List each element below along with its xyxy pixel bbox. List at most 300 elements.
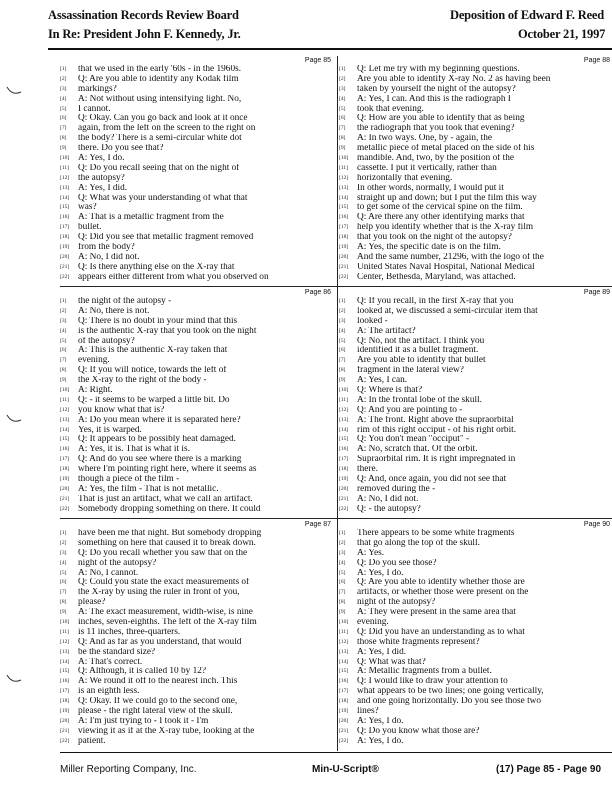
line-number: [5]: [339, 569, 346, 576]
line-number: [20]: [339, 253, 349, 260]
line-number: [3]: [339, 549, 346, 556]
line-number: [17]: [339, 224, 349, 231]
transcript-line: [60, 95, 335, 105]
line-text: evening.: [357, 618, 389, 628]
transcript-line: [339, 337, 612, 347]
line-text: A: I'm just trying to - I took it - I'm: [78, 716, 209, 726]
transcript-line: [339, 307, 612, 317]
line-number: [7]: [60, 357, 67, 364]
transcript-line: [339, 366, 612, 376]
reporting-company: Miller Reporting Company, Inc.: [60, 764, 197, 775]
line-number: [22]: [339, 505, 349, 512]
line-number: [13]: [339, 416, 349, 423]
line-number: [2]: [60, 539, 67, 546]
line-text: A: Yes, the film - That is not metallic.: [78, 484, 219, 494]
transcript-line: [60, 134, 335, 144]
line-number: [15]: [339, 204, 349, 211]
line-number: [10]: [60, 387, 70, 394]
transcript-line: [339, 727, 612, 737]
transcript-line: [339, 386, 612, 396]
transcript-line: [60, 65, 335, 75]
line-number: [18]: [339, 466, 349, 473]
line-number: [15]: [339, 668, 349, 675]
transcript-line: [339, 677, 612, 687]
line-number: [14]: [339, 194, 349, 201]
line-text: bullet.: [78, 223, 102, 233]
line-text: Q: And you are pointing to -: [357, 405, 463, 415]
transcript-line: [60, 455, 335, 465]
deposition-date: October 21, 1997: [518, 27, 606, 41]
line-text: A: Yes, I did.: [357, 647, 407, 657]
line-text: A: The exact measurement, width-wise, is nine: [78, 608, 253, 618]
line-text: Q: Is there anything else on the X-ray that: [78, 262, 235, 272]
line-text: Q: What was that?: [357, 657, 426, 667]
transcript-line: [60, 223, 335, 233]
line-text: Q: Okay. Can you go back and look at it once: [78, 114, 248, 124]
line-text: A: Yes.: [357, 548, 385, 558]
line-text: appears either different from what you observed on: [78, 272, 269, 282]
transcript-line: [60, 628, 335, 638]
line-number: [19]: [60, 476, 70, 483]
transcript-line: [60, 396, 335, 406]
line-number: [16]: [60, 214, 70, 221]
transcript-line: [339, 346, 612, 356]
transcript-line: [339, 485, 612, 495]
line-text: from the body?: [78, 243, 135, 253]
transcript-line: [60, 435, 335, 445]
line-text: Q: Are there any other identifying marks that: [357, 213, 525, 223]
transcript-line: [339, 737, 612, 747]
page-label: Page 86: [304, 289, 331, 296]
line-number: [17]: [339, 688, 349, 695]
line-text: A: No, I did not.: [78, 252, 140, 262]
line-number: [21]: [60, 495, 70, 502]
line-text: I cannot.: [78, 104, 111, 114]
line-number: [2]: [60, 307, 67, 314]
line-text: looked at, we discussed a semi-circular item that: [357, 306, 538, 316]
line-text: A: Yes, I did.: [78, 183, 128, 193]
line-text: fragment in the lateral view?: [357, 366, 464, 376]
transcript-line: [60, 559, 335, 569]
line-number: [5]: [60, 569, 67, 576]
transcript-line: [60, 366, 335, 376]
transcript-line: [60, 184, 335, 194]
transcript-line: [339, 317, 612, 327]
line-text: Are you able to identify that bullet: [357, 356, 486, 366]
transcript-line: [339, 297, 612, 307]
line-number: [2]: [339, 539, 346, 546]
line-text: patient.: [78, 736, 106, 746]
line-text: Q: It appears to be possibly heat damaged.: [78, 435, 237, 445]
transcript-line: [60, 327, 335, 337]
line-number: [1]: [60, 66, 67, 72]
transcript-line: [60, 75, 335, 85]
line-text: that we used in the early '60s - in the 1960s.: [78, 65, 242, 74]
line-text: A: The artifact?: [357, 326, 416, 336]
line-number: [11]: [60, 628, 69, 635]
transcript-line: [60, 154, 335, 164]
line-text: Q: Although, it is called 10 by 12?: [78, 667, 207, 677]
transcript-line: [60, 124, 335, 134]
line-number: [1]: [339, 66, 346, 72]
line-number: [8]: [60, 599, 67, 606]
transcript-line: [339, 598, 612, 608]
row-divider: [60, 518, 612, 519]
page-reference: (17) Page 85 - Page 90: [496, 764, 602, 775]
line-number: [22]: [339, 273, 349, 280]
line-text: Center, Bethesda, Maryland, was attached.: [357, 272, 516, 282]
transcript-line: [60, 243, 335, 253]
line-text: markings?: [78, 84, 117, 94]
line-text: removed during the -: [357, 484, 436, 494]
line-text: evening.: [78, 356, 110, 366]
transcript-line: [60, 465, 335, 475]
transcript-grid: [60, 56, 612, 751]
transcript-line: [339, 253, 612, 263]
transcript-line: [339, 648, 612, 658]
line-number: [22]: [60, 273, 70, 280]
row-divider: [60, 286, 612, 287]
line-number: [15]: [60, 668, 70, 675]
line-number: [16]: [339, 446, 349, 453]
line-number: [10]: [60, 155, 70, 162]
line-number: [8]: [339, 599, 346, 606]
line-text: is the authentic X-ray that you took on the night: [78, 326, 257, 336]
line-text: again, from the left on the screen to the right on: [78, 124, 256, 134]
transcript-line: [60, 658, 335, 668]
transcript-line: [339, 588, 612, 598]
transcript-line: [339, 203, 612, 213]
line-text: Are you able to identify X-ray No. 2 as having been: [357, 74, 551, 84]
page-label: Page 85: [304, 57, 331, 64]
line-text: That is just an artifact, what we call an artifact.: [78, 494, 253, 504]
page-label: Page 90: [583, 521, 610, 528]
line-number: [11]: [60, 396, 69, 403]
transcript-line: [339, 213, 612, 223]
line-number: [22]: [60, 505, 70, 512]
line-text: the body? There is a semi-circular white dot: [78, 134, 242, 144]
case-title: In Re: President John F. Kennedy, Jr.: [48, 27, 241, 41]
transcript-page: [339, 288, 612, 518]
line-number: [9]: [60, 377, 67, 384]
line-text: is 11 inches, three-quarters.: [78, 627, 181, 637]
transcript-line: [60, 697, 335, 707]
transcript-line: [339, 707, 612, 717]
line-text: A: In the frontal lobe of the skull.: [357, 395, 482, 405]
transcript-line: [339, 144, 612, 154]
transcript-line: [60, 505, 335, 515]
transcript-line: [60, 85, 335, 95]
line-text: viewing it as if at the X-ray tube, looking at the: [78, 726, 255, 736]
line-number: [9]: [339, 609, 346, 616]
line-text: those white fragments represent?: [357, 637, 480, 647]
transcript-line: [60, 727, 335, 737]
line-text: Q: Did you see that metallic fragment removed: [78, 233, 254, 243]
line-text: Supraorbital rim. It is right impregnated in: [357, 455, 516, 465]
transcript-line: [339, 539, 612, 549]
line-number: [9]: [60, 145, 67, 152]
line-number: [13]: [339, 184, 349, 191]
line-text: there. Do you see that?: [78, 144, 164, 154]
transcript-line: [339, 465, 612, 475]
column-divider: [337, 56, 338, 751]
line-text: Q: Could you state the exact measurements of: [78, 578, 250, 588]
line-text: Q: Let me try with my beginning questions.: [357, 65, 520, 74]
transcript-line: [60, 356, 335, 366]
line-number: [5]: [339, 105, 346, 112]
transcript-line: [60, 485, 335, 495]
transcript-page: [339, 56, 612, 286]
line-text: artifacts, or whether those were present on the: [357, 588, 529, 598]
line-number: [20]: [60, 253, 70, 260]
line-text: help you identify whether that is the X-ray film: [357, 223, 534, 233]
transcript-line: [339, 95, 612, 105]
transcript-line: [60, 717, 335, 727]
line-number: [14]: [60, 658, 70, 665]
line-number: [11]: [339, 396, 348, 403]
line-text: Q: If you recall, in the first X-ray that you: [357, 297, 514, 306]
line-text: please - the right lateral view of the skull.: [78, 707, 233, 717]
line-text: cassette. I put it vertically, rather than: [357, 163, 497, 173]
line-text: A: Yes, I do.: [357, 736, 404, 746]
transcript-line: [60, 549, 335, 559]
line-text: inches, seven-eighths. The left of the X-ray film: [78, 618, 257, 628]
line-number: [4]: [60, 559, 67, 566]
transcript-line: [339, 416, 612, 426]
line-number: [1]: [339, 298, 346, 304]
transcript-line: [339, 667, 612, 677]
line-number: [5]: [60, 105, 67, 112]
transcript-line: [339, 495, 612, 505]
transcript-line: [339, 445, 612, 455]
line-text: Q: Okay. If we could go to the second one,: [78, 697, 238, 707]
line-text: lines?: [357, 707, 379, 717]
transcript-line: [60, 164, 335, 174]
line-text: metallic piece of metal placed on the side of his: [357, 144, 535, 154]
line-number: [20]: [339, 717, 349, 724]
transcript-line: [60, 194, 335, 204]
line-number: [8]: [60, 135, 67, 142]
line-number: [17]: [339, 456, 349, 463]
line-number: [13]: [339, 648, 349, 655]
line-text: Q: There is no doubt in your mind that this: [78, 316, 238, 326]
transcript-line: [339, 356, 612, 366]
transcript-line: [339, 505, 612, 515]
line-text: A: Yes, it is. That is what it is.: [78, 445, 190, 455]
line-number: [3]: [60, 549, 67, 556]
transcript-line: [60, 406, 335, 416]
line-number: [17]: [60, 456, 70, 463]
line-number: [20]: [60, 717, 70, 724]
line-text: Q: No, not the artifact. I think you: [357, 336, 485, 346]
header-rule: [48, 48, 612, 50]
transcript-line: [339, 559, 612, 569]
transcript-line: [339, 697, 612, 707]
line-text: the X-ray by using the ruler in front of you,: [78, 588, 240, 598]
line-text: A: That's correct.: [78, 657, 143, 667]
transcript-line: [339, 65, 612, 75]
transcript-line: [339, 327, 612, 337]
transcript-line: [339, 578, 612, 588]
line-number: [21]: [339, 495, 349, 502]
transcript-line: [339, 233, 612, 243]
line-number: [16]: [339, 678, 349, 685]
transcript-line: [339, 475, 612, 485]
transcript-line: [60, 263, 335, 273]
line-text: something on here that caused it to break down.: [78, 538, 256, 548]
line-number: [18]: [60, 698, 70, 705]
transcript-line: [60, 569, 335, 579]
line-number: [6]: [339, 347, 346, 354]
transcript-line: [60, 598, 335, 608]
line-number: [3]: [339, 317, 346, 324]
line-number: [5]: [60, 337, 67, 344]
line-number: [12]: [60, 406, 70, 413]
transcript-line: [60, 203, 335, 213]
line-number: [10]: [339, 619, 349, 626]
transcript-line: [60, 144, 335, 154]
line-text: night of the autopsy?: [357, 598, 436, 608]
line-number: [17]: [60, 224, 70, 231]
transcript-line: [60, 475, 335, 485]
transcript-line: [339, 618, 612, 628]
line-text: A: Yes, I do.: [78, 154, 125, 164]
line-number: [4]: [60, 327, 67, 334]
line-number: [18]: [60, 234, 70, 241]
line-number: [8]: [339, 135, 346, 142]
line-number: [6]: [339, 579, 346, 586]
transcript-line: [339, 455, 612, 465]
board-title: Assassination Records Review Board: [48, 8, 239, 22]
line-number: [15]: [339, 436, 349, 443]
line-text: Q: Did you have an understanding as to what: [357, 627, 525, 637]
line-number: [18]: [339, 698, 349, 705]
pen-mark: [6, 412, 22, 424]
line-text: that you took on the night of the autopsy?: [357, 233, 512, 243]
line-number: [5]: [339, 337, 346, 344]
transcript-line: [339, 396, 612, 406]
line-text: that go along the top of the skull.: [357, 538, 480, 548]
line-number: [12]: [339, 406, 349, 413]
line-number: [4]: [339, 559, 346, 566]
line-text: A: In two ways. One, by - again, the: [357, 134, 493, 144]
transcript-line: [339, 114, 612, 124]
line-number: [19]: [60, 244, 70, 251]
transcript-page: [60, 56, 335, 286]
line-number: [10]: [339, 155, 349, 162]
line-number: [19]: [339, 244, 349, 251]
line-number: [11]: [339, 628, 348, 635]
line-number: [3]: [339, 85, 346, 92]
line-number: [2]: [339, 307, 346, 314]
line-number: [9]: [60, 609, 67, 616]
line-text: rim of this right occiput - of his right orbit.: [357, 425, 517, 435]
footer-rule: [60, 752, 612, 753]
transcript-line: [339, 628, 612, 638]
transcript-line: [60, 426, 335, 436]
line-number: [18]: [60, 466, 70, 473]
line-number: [7]: [60, 125, 67, 132]
line-text: Q: - it seems to be warped a little bit. Do: [78, 395, 230, 405]
line-number: [11]: [60, 164, 69, 171]
transcript-line: [339, 184, 612, 194]
line-text: horizontally that evening.: [357, 173, 453, 183]
transcript-line: [60, 174, 335, 184]
transcript-line: [339, 717, 612, 727]
transcript-line: [339, 687, 612, 697]
transcript-line: [60, 648, 335, 658]
line-number: [1]: [60, 530, 67, 536]
line-text: straight up and down; but I put the film this way: [357, 193, 537, 203]
transcript-line: [339, 85, 612, 95]
transcript-line: [60, 416, 335, 426]
transcript-line: [339, 134, 612, 144]
line-number: [20]: [339, 485, 349, 492]
line-number: [11]: [339, 164, 348, 171]
line-number: [14]: [339, 426, 349, 433]
transcript-line: [60, 687, 335, 697]
line-number: [16]: [60, 678, 70, 685]
transcript-line: [339, 154, 612, 164]
line-text: Q: Do you see those?: [357, 558, 437, 568]
line-text: of the autopsy?: [78, 336, 135, 346]
line-number: [18]: [339, 234, 349, 241]
line-text: looked -: [357, 316, 388, 326]
line-text: mandible. And, two, by the position of the: [357, 154, 514, 164]
line-number: [3]: [60, 85, 67, 92]
line-text: Q: How are you able to identify that as being: [357, 114, 525, 124]
line-text: In other words, normally, I would put it: [357, 183, 504, 193]
line-text: though a piece of the film -: [78, 475, 180, 485]
transcript-line: [339, 376, 612, 386]
transcript-line: [60, 386, 335, 396]
line-number: [12]: [339, 174, 349, 181]
line-text: and one going horizontally. Do you see those two: [357, 697, 542, 707]
transcript-line: [60, 346, 335, 356]
line-text: Q: Do you recall whether you saw that on the: [78, 548, 248, 558]
document-header: [48, 2, 612, 54]
line-number: [7]: [339, 357, 346, 364]
line-text: A: No, scratch that. Of the orbit.: [357, 445, 478, 455]
line-number: [7]: [339, 125, 346, 132]
line-text: Q: And do you see where there is a marking: [78, 455, 242, 465]
line-text: the X-ray to the right of the body -: [78, 376, 207, 386]
pen-mark: [6, 672, 22, 684]
line-number: [15]: [60, 204, 70, 211]
line-number: [14]: [339, 658, 349, 665]
deposition-title: Deposition of Edward F. Reed: [450, 8, 605, 22]
line-text: is an eighth less.: [78, 687, 140, 697]
line-number: [6]: [60, 579, 67, 586]
pen-mark: [6, 84, 22, 96]
line-number: [21]: [60, 727, 70, 734]
transcript-line: [60, 608, 335, 618]
line-number: [12]: [60, 174, 70, 181]
line-number: [4]: [60, 95, 67, 102]
line-text: A: We round it off to the nearest inch. This: [78, 677, 238, 687]
transcript-line: [60, 677, 335, 687]
line-text: Q: Do you know what those are?: [357, 726, 480, 736]
line-number: [22]: [60, 737, 70, 744]
transcript-line: [60, 445, 335, 455]
transcript-line: [60, 233, 335, 243]
line-text: Q: Are you able to identify whether those are: [357, 578, 525, 588]
line-text: A: No, there is not.: [78, 306, 150, 316]
line-text: A: They were present in the same area that: [357, 608, 516, 618]
line-number: [6]: [60, 347, 67, 354]
line-text: Q: If you will notice, towards the left of: [78, 366, 227, 376]
transcript-page: [60, 520, 335, 750]
